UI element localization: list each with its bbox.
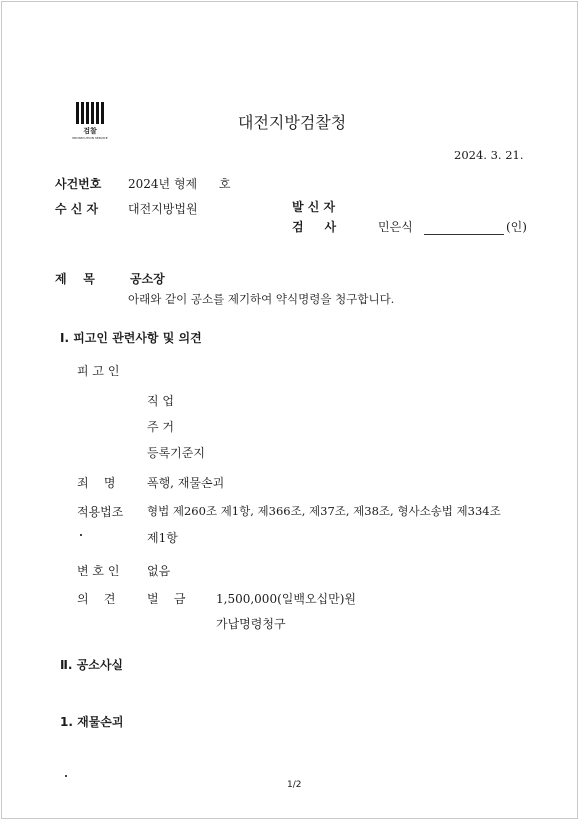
field-registration: 등록기준지 bbox=[147, 446, 205, 460]
subject-value: 공소장 bbox=[130, 272, 165, 286]
recipient-label: 수 신 자 bbox=[55, 202, 99, 216]
logo-subtext: PROSECUTION SERVICE bbox=[72, 136, 108, 140]
law-label: 적용법조 bbox=[77, 505, 124, 519]
seal-line bbox=[424, 218, 527, 235]
field-residence: 주 거 bbox=[147, 420, 174, 434]
sender-label: 발 신 자 bbox=[292, 200, 336, 214]
section-2-heading: Ⅱ. 공소사실 bbox=[60, 658, 124, 672]
recipient-value: 대전지방법원 bbox=[128, 202, 198, 216]
prosecutor-label: 검 사 bbox=[292, 220, 337, 234]
opinion-amount: 1,500,000(일백오십만)원 bbox=[216, 592, 356, 606]
case-number-suffix: 호 bbox=[219, 177, 231, 191]
office-title: 대전지방검찰청 bbox=[238, 113, 347, 132]
page-number: 1/2 bbox=[287, 780, 302, 790]
speck-mark bbox=[65, 775, 67, 777]
opinion-kind: 벌 금 bbox=[147, 592, 186, 606]
logo-bars-icon bbox=[72, 102, 108, 124]
opinion-label: 의 견 bbox=[77, 592, 116, 606]
document-date: 2024. 3. 21. bbox=[454, 148, 524, 162]
prosecution-logo bbox=[72, 102, 108, 140]
case-number-value: 2024년 형제 bbox=[128, 177, 198, 191]
subject-body: 아래와 같이 공소를 제기하여 약식명령을 청구합니다. bbox=[128, 292, 395, 306]
speck-mark bbox=[80, 534, 82, 536]
case-number-label: 사건번호 bbox=[55, 177, 102, 191]
charge-value: 폭행, 재물손괴 bbox=[147, 476, 225, 490]
subject-label: 제 목 bbox=[55, 272, 95, 286]
seal-mark: (인) bbox=[506, 220, 527, 234]
prosecutor-name: 민은식 bbox=[378, 220, 413, 234]
lawyer-label: 변 호 인 bbox=[77, 564, 120, 578]
logo-text: 검찰 bbox=[83, 127, 97, 135]
law-value-line2: 제1항 bbox=[147, 531, 178, 545]
section-1-heading: Ⅰ. 피고인 관련사항 및 의견 bbox=[60, 331, 202, 345]
section-3-heading: 1. 재물손괴 bbox=[60, 715, 124, 729]
law-value-line1: 형법 제260조 제1항, 제366조, 제37조, 제38조, 형사소송법 제334조 bbox=[147, 504, 501, 518]
charge-label: 죄 명 bbox=[77, 476, 116, 490]
signature-blank bbox=[424, 222, 504, 235]
defendant-label: 피 고 인 bbox=[77, 364, 120, 378]
opinion-note: 가납명령청구 bbox=[216, 617, 286, 631]
lawyer-value: 없음 bbox=[147, 564, 171, 578]
field-occupation: 직 업 bbox=[147, 394, 174, 408]
